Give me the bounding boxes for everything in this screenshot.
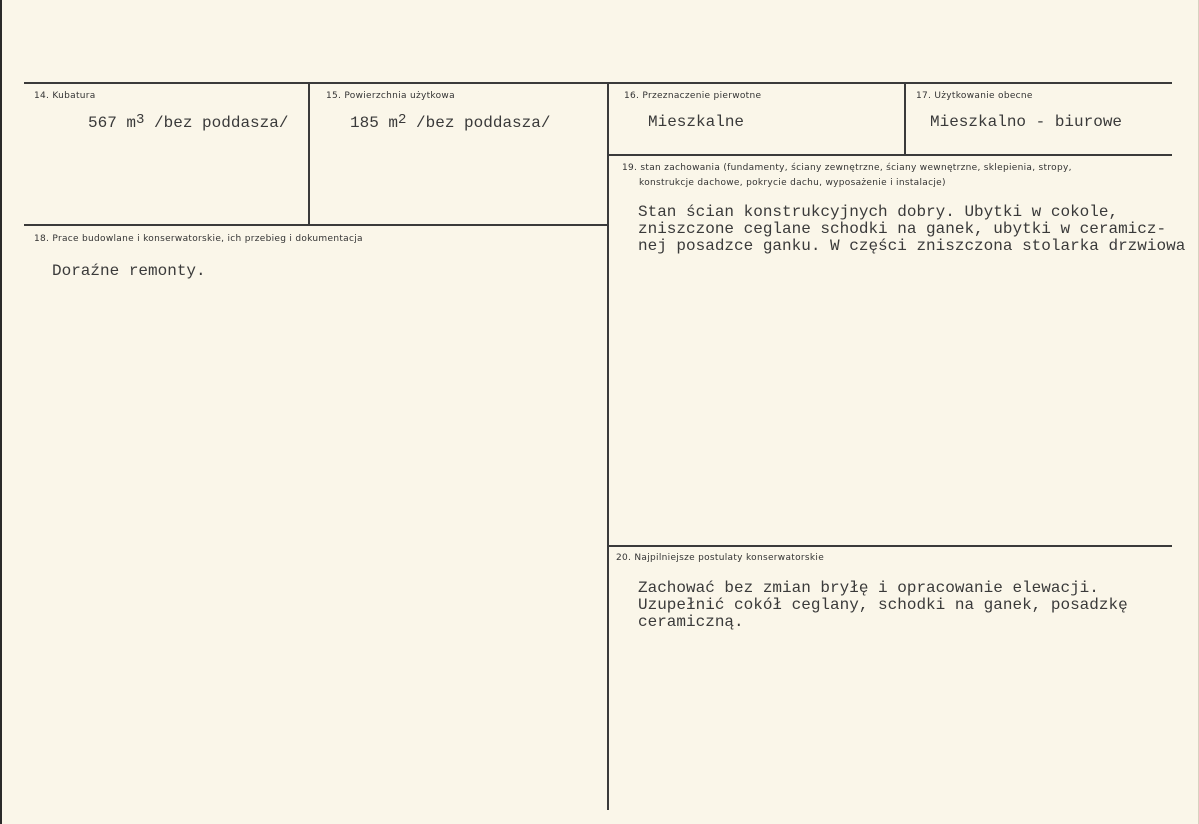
field-19-line-2: zniszczone ceglane schodki na ganek, ubytki w ceramicz- bbox=[638, 220, 1167, 238]
field-19-label-line2: konstrukcje dachowe, pokrycie dachu, wyposażenie i instalacje) bbox=[639, 178, 946, 188]
field-18-label: 18. Prace budowlane i konserwatorskie, ich przebieg i dokumentacja bbox=[34, 234, 363, 244]
field-14-exponent: 3 bbox=[136, 112, 145, 128]
field-20-label: 20. Najpilniejsze postulaty konserwatorskie bbox=[616, 553, 825, 563]
field-17-label: 17. Użytkowanie obecne bbox=[916, 91, 1033, 101]
field-18-value: Doraźne remonty. bbox=[52, 262, 206, 280]
field-20-line-1: Zachować bez zmian bryłę i opracowanie elewacji. bbox=[638, 579, 1099, 597]
field-19-label-line1: 19. stan zachowania (fundamenty, ściany zewnętrzne, ściany wewnętrzne, sklepienia, stropy, bbox=[622, 163, 1072, 173]
field-17-value: Mieszkalno - biurowe bbox=[930, 113, 1123, 131]
field-14-label: 14. Kubatura bbox=[34, 91, 96, 101]
field-19-line-3: nej posadzce ganku. W części zniszczona stolarka drzwiowa bbox=[638, 237, 1186, 255]
field-16-value: Mieszkalne bbox=[648, 113, 745, 131]
field-14-amount: 567 m bbox=[88, 114, 137, 132]
field-15-amount: 185 m bbox=[350, 114, 399, 132]
field-14-value bbox=[88, 112, 289, 133]
top-rule bbox=[24, 82, 1172, 84]
field-20-line-3: ceramiczną. bbox=[638, 613, 744, 631]
field-14-note: /bez poddasza/ bbox=[154, 114, 289, 132]
field-20-line-2: Uzupełnić cokół ceglany, schodki na ganek, posadzkę bbox=[638, 596, 1128, 614]
field-16-label: 16. Przeznaczenie pierwotne bbox=[624, 91, 762, 101]
rule-mid-right bbox=[609, 154, 1172, 156]
rule-mid-left bbox=[24, 224, 609, 226]
rule-lower-right bbox=[609, 545, 1172, 547]
divider-16-17 bbox=[904, 82, 906, 155]
field-15-exponent: 2 bbox=[398, 112, 407, 128]
field-15-note: /bez poddasza/ bbox=[416, 114, 551, 132]
field-15-label: 15. Powierzchnia użytkowa bbox=[326, 91, 455, 101]
field-19-line-1: Stan ścian konstrukcyjnych dobry. Ubytki w cokole, bbox=[638, 203, 1119, 221]
field-15-value bbox=[350, 112, 551, 133]
divider-14-15 bbox=[308, 82, 310, 225]
divider-center bbox=[607, 82, 609, 810]
